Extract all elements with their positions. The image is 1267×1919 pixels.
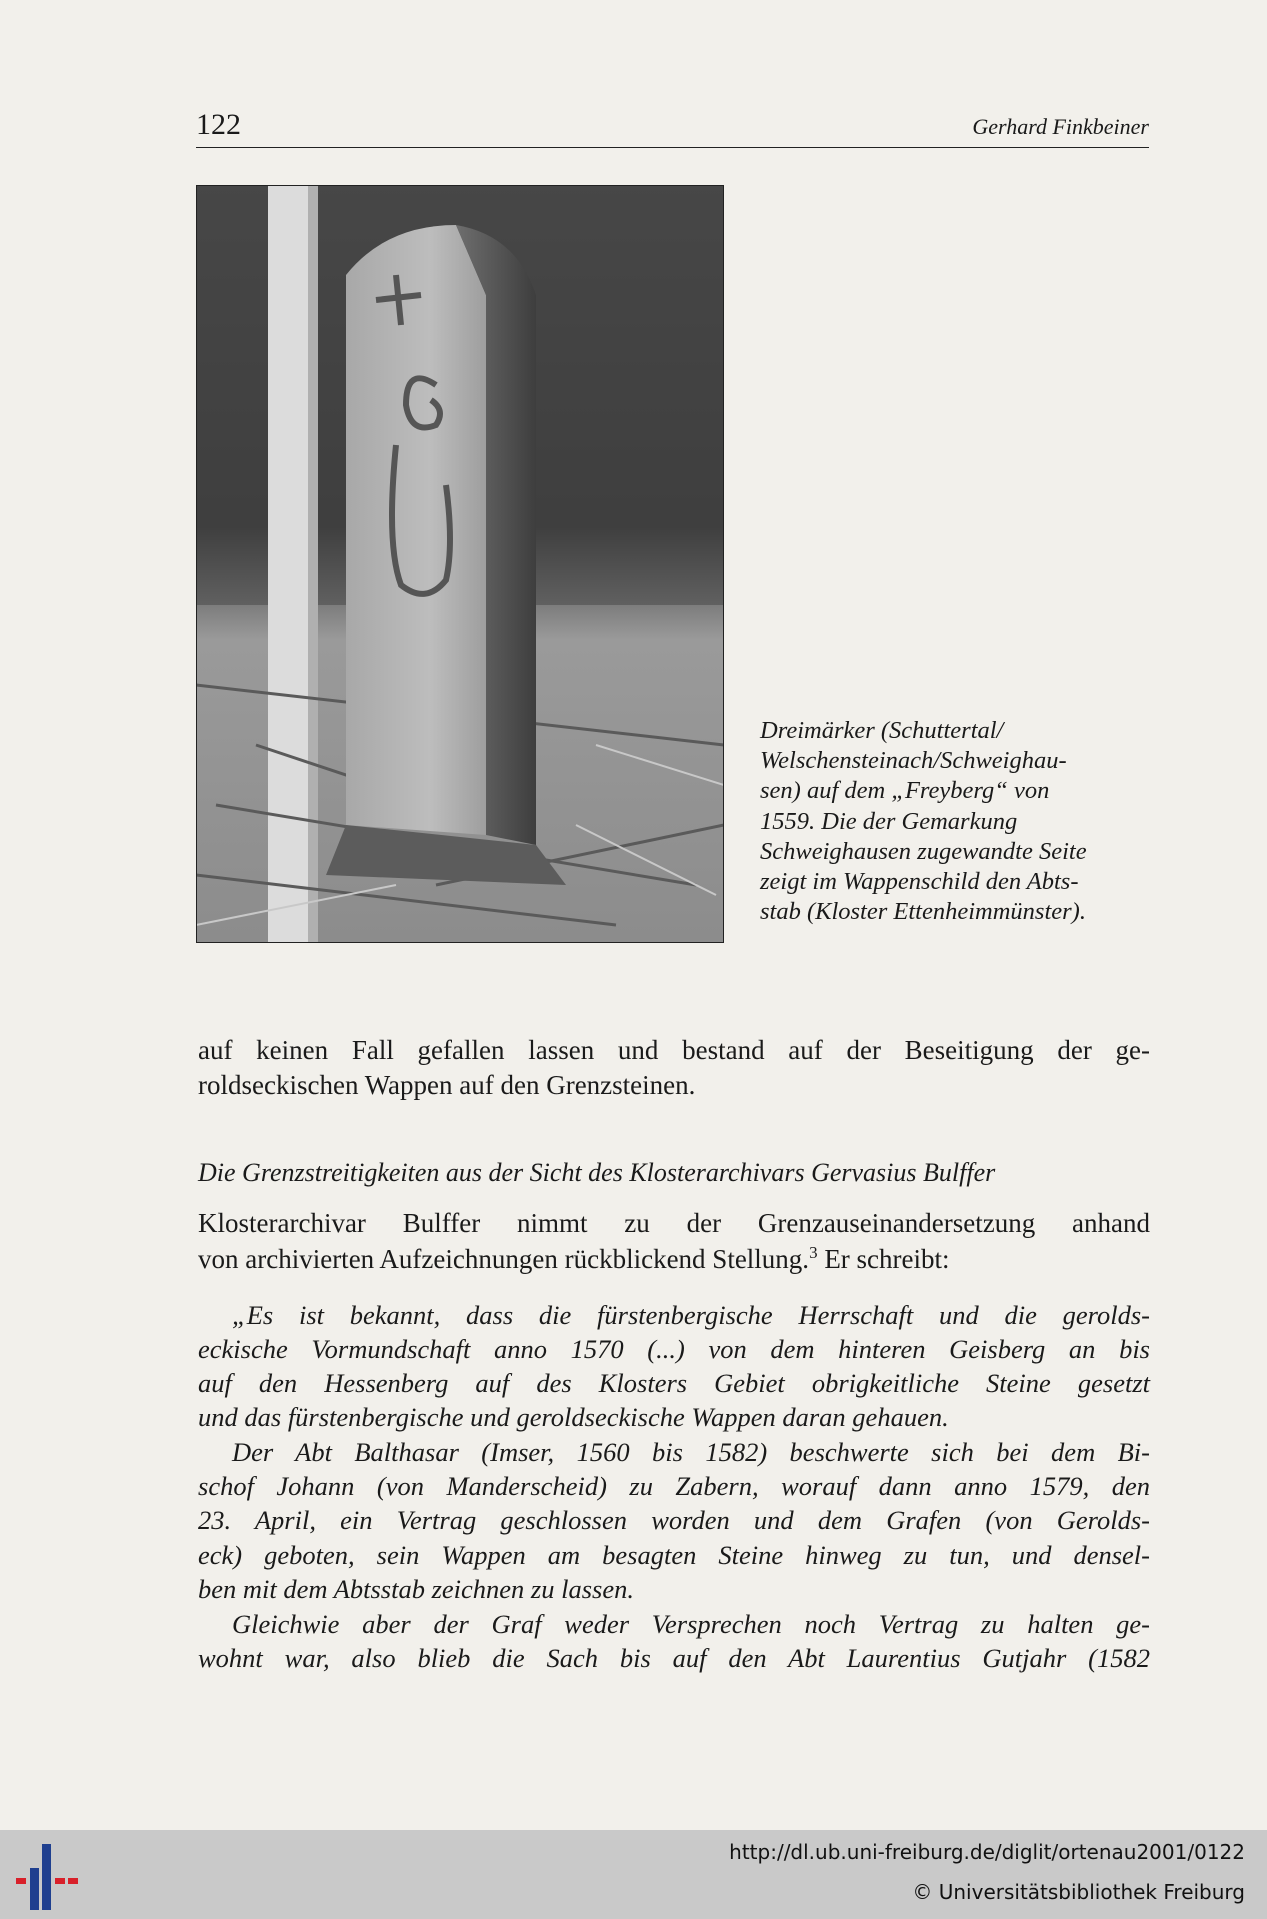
permalink-url[interactable]: http://dl.ub.uni-freiburg.de/diglit/ortenau2001/0122	[729, 1840, 1245, 1864]
quote-line: Der Abt Balthasar (Imser, 1560 bis 1582) beschwerte sich bei dem Bi-	[232, 1437, 1150, 1467]
header-rule	[196, 147, 1149, 148]
boundary-stone-photo	[196, 185, 724, 943]
body-text-line: roldseckischen Wappen auf den Grenzsteinen.	[198, 1070, 696, 1100]
running-head-author: Gerhard Finkbeiner	[972, 114, 1149, 139]
body-text-line	[198, 1243, 1150, 1275]
section-subheading: Die Grenzstreitigkeiten aus der Sicht des Klosterarchivars Gervasius Bulffer	[198, 1158, 996, 1187]
quote-line: 23. April, ein Vertrag geschlossen worden und dem Grafen (von Gerolds-	[198, 1505, 1150, 1535]
body-text-line: auf keinen Fall gefallen lassen und bestand auf der Beseitigung der ge-	[198, 1035, 1150, 1065]
caption-line: stab (Kloster Ettenheimmünster).	[760, 898, 1086, 926]
quote-line: eck) geboten, sein Wappen am besagten Steine hinweg zu tun, und densel-	[198, 1540, 1150, 1570]
quote-line: ben mit dem Abtsstab zeichnen zu lassen.	[198, 1574, 634, 1604]
figure-caption	[760, 716, 1160, 927]
copyright-notice: © Universitätsbibliothek Freiburg	[912, 1880, 1245, 1904]
quote-line: Gleichwie aber der Graf weder Versprechen noch Vertrag zu halten ge-	[232, 1609, 1150, 1639]
caption-line: sen) auf dem „Freyberg“ von	[760, 777, 1050, 805]
footnote-marker: 3	[809, 1243, 818, 1262]
page-number: 122	[196, 108, 241, 141]
boundary-stone-image	[196, 185, 724, 943]
body-text-segment: Er schreibt:	[817, 1244, 950, 1274]
caption-line: 1559. Die der Gemarkung	[760, 807, 1018, 835]
caption-line: zeigt im Wappenschild den Abts-	[760, 868, 1079, 896]
viewer-footer	[0, 1830, 1267, 1919]
quote-line: und das fürstenbergische und geroldseckische Wappen daran gehauen.	[198, 1402, 949, 1432]
library-logo-icon	[16, 1844, 80, 1910]
caption-line: Dreimärker (Schuttertal/	[760, 717, 1004, 744]
body-text-line: Klosterarchivar Bulffer nimmt zu der Grenzauseinandersetzung anhand	[198, 1208, 1150, 1238]
caption-line: Schweighausen zugewandte Seite	[760, 837, 1087, 865]
quote-line: auf den Hessenberg auf des Klosters Gebiet obrigkeitliche Steine gesetzt	[198, 1368, 1150, 1398]
caption-line: Welschensteinach/Schweighau-	[760, 747, 1067, 775]
quote-line: wohnt war, also blieb die Sach bis auf den Abt Laurentius Gutjahr (1582	[198, 1643, 1150, 1673]
body-text-segment: von archivierten Aufzeichnungen rückblickend Stellung.	[198, 1244, 810, 1274]
quote-line: eckische Vormundschaft anno 1570 (...) von dem hinteren Geisberg an bis	[198, 1334, 1150, 1364]
quote-line: schof Johann (von Manderscheid) zu Zabern, worauf dann anno 1579, den	[198, 1471, 1150, 1501]
quote-line: „Es ist bekannt, dass die fürstenbergische Herrschaft und die gerolds-	[232, 1300, 1150, 1330]
